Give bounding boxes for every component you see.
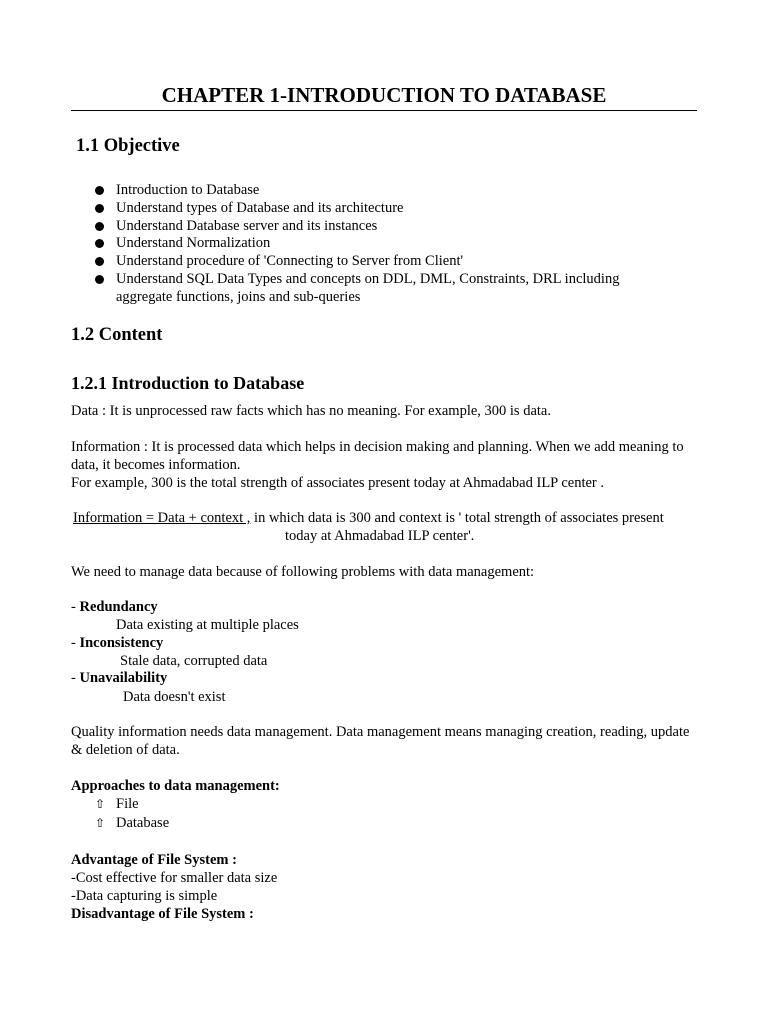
problem-description: Data doesn't exist [123, 689, 226, 705]
approach-label: Database [116, 815, 170, 831]
problem-description: Data existing at multiple places [116, 617, 299, 633]
list-item [95, 795, 395, 814]
need-manage-text: We need to manage data because of following problems with data management: [71, 564, 535, 580]
list-item [95, 271, 656, 307]
list-item-text: Understand SQL Data Types and concepts on DDL, DML, Constraints, DRL including aggregate functions, joins and sub-queries [116, 270, 620, 305]
intro-heading: 1.2.1 Introduction to Database [71, 373, 305, 393]
list-item [95, 182, 695, 200]
dash: - [71, 599, 80, 615]
approaches-list [95, 795, 395, 833]
problem-label: Redundancy [79, 599, 158, 615]
content-heading: 1.2 Content [71, 325, 163, 345]
list-item-text: Understand Database server and its instances [116, 217, 378, 234]
approach-label: File [116, 796, 139, 812]
disadvantage-heading: Disadvantage of File System : [71, 906, 254, 922]
list-item [95, 253, 695, 271]
title-divider [71, 110, 697, 111]
list-item [95, 235, 695, 253]
data-definition: Data : It is unprocessed raw facts which has no meaning. For example, 300 is data. [71, 403, 551, 419]
up-arrow-icon: ⇧ [95, 816, 106, 830]
list-item-text: Introduction to Database [116, 182, 260, 198]
advantage-item: -Data capturing is simple [71, 888, 218, 904]
formula-underlined: Information = Data + context , [73, 510, 251, 526]
chapter-title: CHAPTER 1-INTRODUCTION TO DATABASE [161, 83, 607, 107]
bullet-icon [95, 186, 104, 195]
objective-heading: 1.1 Objective [76, 136, 180, 156]
problem-label: Inconsistency [79, 635, 164, 651]
list-item [95, 200, 695, 218]
advantage-heading: Advantage of File System : [71, 852, 237, 868]
advantage-item: -Cost effective for smaller data size [71, 870, 278, 886]
bullet-icon [95, 275, 104, 284]
list-item [95, 814, 395, 833]
information-formula [71, 509, 701, 545]
information-definition: Information : It is processed data which helps in decision making and planning. When we add meaning to data, it becomes information. [71, 439, 684, 473]
up-arrow-icon: ⇧ [95, 797, 106, 811]
problem-redundancy [71, 598, 701, 616]
objective-list [95, 182, 695, 307]
bullet-icon [95, 204, 104, 213]
list-item-text: Understand Normalization [116, 235, 271, 252]
information-example: For example, 300 is the total strength of associates present today at Ahmadabad ILP center . [71, 475, 604, 491]
problem-description: Stale data, corrupted data [120, 653, 268, 669]
bullet-icon [95, 257, 104, 266]
approaches-heading: Approaches to data management: [71, 778, 280, 794]
dash: - [71, 635, 80, 651]
list-item-text: Understand procedure of 'Connecting to Server from Client' [116, 253, 464, 270]
list-item-text: Understand types of Database and its architecture [116, 199, 404, 216]
formula-rest: in which data is 300 and context is ' total strength of associates present [250, 510, 664, 526]
problem-unavailability [71, 669, 701, 687]
formula-continuation: today at Ahmadabad ILP center'. [285, 528, 475, 544]
bullet-icon [95, 239, 104, 248]
dash: - [71, 670, 80, 686]
quality-text: Quality information needs data management. Data management means managing creation, reading, update & deletion of data. [71, 724, 690, 758]
list-item [95, 218, 695, 236]
problem-inconsistency [71, 634, 701, 652]
bullet-icon [95, 222, 104, 231]
problem-label: Unavailability [79, 670, 168, 686]
